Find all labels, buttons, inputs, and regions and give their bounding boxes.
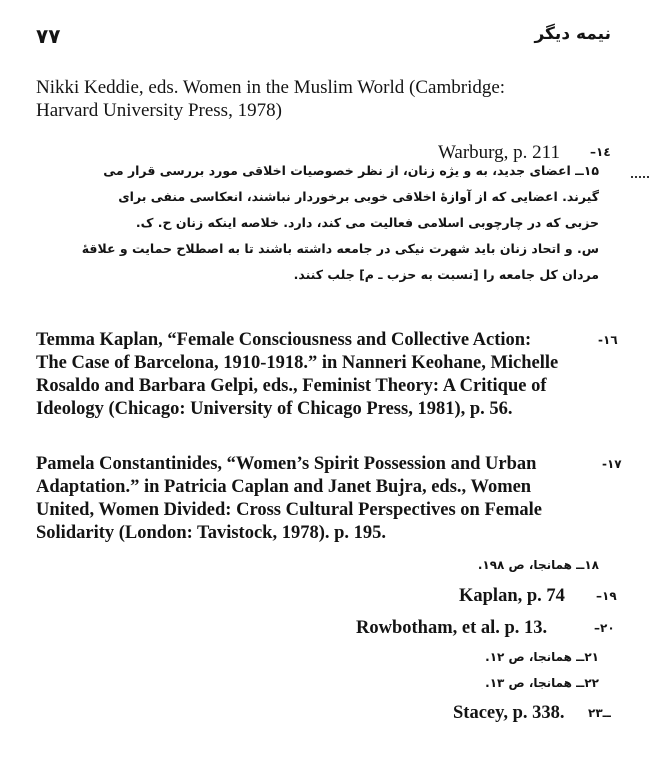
footnote-17-line-1: Pamela Constantinides, “Women’s Spirit Possession and Urban <box>36 454 537 474</box>
footnote-23-number: ــ۲۳ <box>588 706 611 720</box>
footnote-14-text: Warburg, p. 211 <box>438 142 560 163</box>
footnote-15 <box>79 158 599 288</box>
footnote-16-line-4: Ideology (Chicago: University of Chicago Press, 1981), p. 56. <box>36 399 513 419</box>
footnote-19-text: Kaplan, p. 74 <box>459 586 565 606</box>
footnote-15-line-1: ۱۵ــ اعضای جدید، به و یژه زنان، از نظر خصوصیات اخلاقی مورد بررسی قرار می <box>103 163 599 178</box>
footnote-20-number: –۲۰ <box>594 621 615 635</box>
footnote-13-line-2: Harvard University Press, 1978) <box>36 100 282 121</box>
running-title: نیمه دیگر <box>534 24 611 44</box>
footnote-16-line-3: Rosaldo and Barbara Gelpi, eds., Feminist Theory: A Critique of <box>36 376 547 396</box>
footnote-22: ۲۲ــ همانجا، ص ۱۳. <box>485 676 599 690</box>
footnote-16-number: -۱٦ <box>598 333 618 347</box>
footnote-15-line-4: س. و اتحاد زنان باید شهرت نیکی در جامعه داشته باشند تا به اصطلاح حمایت و علاقهٔ <box>81 241 599 256</box>
footnote-16-line-2: The Case of Barcelona, 1910-1918.” in Nanneri Keohane, Michelle <box>36 353 559 373</box>
footnote-20-text: Rowbotham, et al. p. 13. <box>356 618 548 638</box>
footnote-16-line-1: Temma Kaplan, “Female Consciousness and Collective Action: <box>36 330 532 350</box>
footnote-14-number: –۱٤ <box>590 145 611 159</box>
footnote-23-text: Stacey, p. 338. <box>453 703 565 723</box>
footnote-17-number: -۱۷ <box>602 457 622 471</box>
page-number: ۷۷ <box>36 24 61 48</box>
footnote-15-line-2: گیرند. اعضایی که از آوازهٔ اخلاقی خوبی برخوردار نباشند، انعکاسی منفی برای <box>118 189 599 204</box>
footnote-21: ۲۱ــ همانجا، ص ۱۲. <box>485 650 599 664</box>
footnote-13-line-1: Nikki Keddie, eds. Women in the Muslim World (Cambridge: <box>36 77 506 98</box>
margin-marker <box>631 176 649 180</box>
footnote-15-line-3: حزبی که در چارچوبی اسلامی فعالیت می کند، دارد. خلاصه اینکه زنان ح. ک. <box>135 215 599 230</box>
footnote-17-line-2: Adaptation.” in Patricia Caplan and Janet Bujra, eds., Women <box>36 477 532 497</box>
footnote-18: ۱۸ــ همانجا، ص ۱۹۸. <box>477 558 599 572</box>
footnote-17-line-4: Solidarity (London: Tavistock, 1978). p. 195. <box>36 523 387 543</box>
footnote-15-line-5: مردان کل جامعه را [نسبت به حزب ـ م] جلب کنند. <box>293 267 599 282</box>
footnote-17-line-3: United, Women Divided: Cross Cultural Perspectives on Female <box>36 500 542 520</box>
footnote-19-number: –۱۹ <box>596 589 617 603</box>
